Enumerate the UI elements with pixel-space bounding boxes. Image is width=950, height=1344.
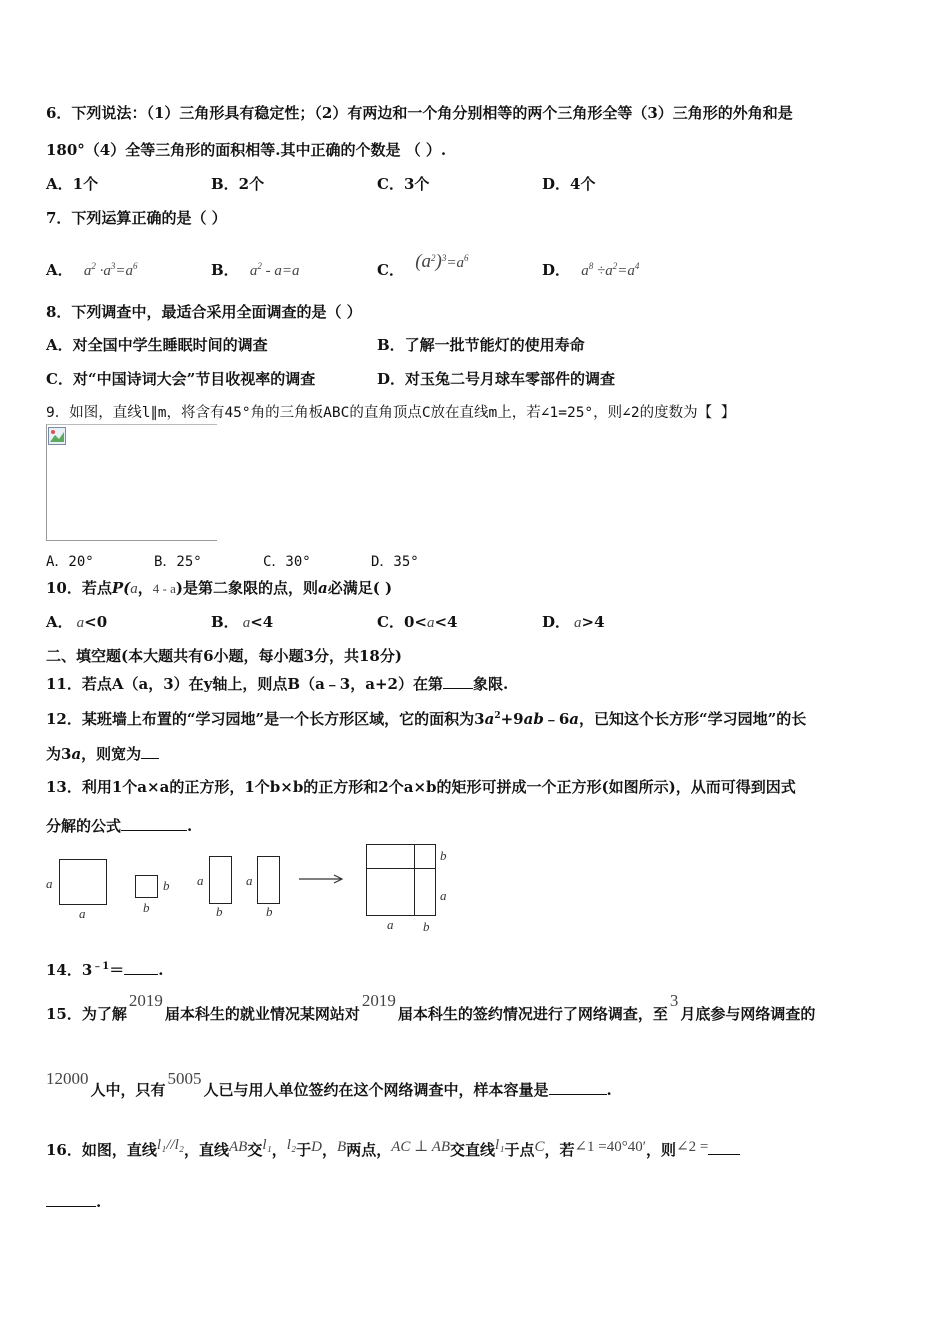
q13-answer-blank	[121, 814, 187, 831]
q7-label-c: C．	[377, 261, 404, 279]
q12-answer-blank	[141, 742, 159, 759]
q16-answer-blank-part2	[46, 1190, 96, 1207]
q13-square-b	[135, 875, 158, 898]
q7-option-b	[211, 256, 300, 281]
q6-option-b: B．2个	[211, 175, 265, 193]
q9-option-c: C．30°	[263, 554, 311, 570]
q6-option-a: A．1个	[46, 175, 99, 193]
q9-option-b: B．25°	[154, 554, 202, 570]
q7-formula-a: $a^2 \cdot a^3=a^6$	[83, 261, 138, 279]
q8-option-d: D．对玉兔二号月球车零部件的调查	[377, 370, 616, 388]
q16-answer-blank-part1	[708, 1138, 740, 1155]
q8-option-a: A．对全国中学生睡眠时间的调查	[46, 336, 268, 354]
q10-option-b: B． a<4	[211, 613, 274, 631]
q16-line1: 16．如图，直线l₁//l₂，直线AB交l₁，l₂于D，B两点，AC ⊥ AB交直线l₁于点C，若∠1 =40°40′，则∠2 =	[46, 1138, 740, 1161]
q15-line1: 15．为了解2019届本科生的就业情况某网站对2019届本科生的签约情况进行了网络调查，至3月底参与网络调查的	[46, 991, 816, 1023]
q13-combined-square	[366, 844, 436, 916]
q6-line2: 180°（4）全等三角形的面积相等.其中正确的个数是 （ ）.	[46, 141, 447, 159]
q6-option-d: D．4个	[542, 175, 596, 193]
q7-label-d: D．	[542, 261, 571, 279]
q7-label-b: B．	[211, 261, 239, 279]
q11-answer-blank	[443, 672, 473, 689]
q7-label-a: A．	[46, 261, 73, 279]
arrow-right-icon	[298, 873, 344, 885]
q7-formula-b: $a^2 - a=a$	[249, 261, 300, 279]
q12-line2: 为3a，则宽为	[46, 742, 159, 764]
q12-line1: 12．某班墙上布置的“学习园地”是一个长方形区域，它的面积为$3a^2+9ab﹣6a$，已知这个长方形“学习园地”的长	[46, 710, 807, 728]
q13-square-a	[59, 859, 107, 905]
q7-option-a	[46, 256, 138, 281]
q10-option-d: D． a>4	[542, 613, 605, 631]
q6-line1: 6．下列说法：（1）三角形具有稳定性；（2）有两边和一个角分别相等的两个三角形全等（3）三角形的外角和是	[46, 104, 793, 122]
q11: 11．若点A（a，3）在y轴上，则点B（a﹣3，a+2）在第 象限.	[46, 672, 508, 694]
q16-line2: .	[46, 1190, 101, 1212]
q15-answer-blank	[549, 1078, 607, 1095]
q10-option-a: A． a<0	[46, 613, 108, 631]
broken-image-icon	[48, 427, 66, 445]
q9-figure-placeholder	[46, 424, 217, 541]
q7-option-c	[377, 251, 469, 281]
q8-stem: 8．下列调查中，最适合采用全面调查的是（ ）	[46, 303, 362, 321]
q10-stem: 10．若点P(a，4 - a)是第二象限的点，则a必满足( )	[46, 579, 393, 597]
q13-rectangle-1	[209, 856, 232, 904]
q10-option-c: C．0<a<4	[377, 613, 458, 631]
q7-stem: 7．下列运算正确的是（ ）	[46, 209, 227, 227]
q14: 14．$3^{﹣1}=$ .	[46, 957, 164, 980]
q8-option-b: B．了解一批节能灯的使用寿命	[377, 336, 585, 354]
q7-formula-d: $a^8 \div a^2=a^4$	[581, 261, 640, 279]
q7-formula-c: $(a^2)^3=a^6$	[415, 251, 469, 272]
section-2-heading: 二、填空题(本大题共有6小题，每小题3分，共18分)	[46, 647, 402, 665]
q9-option-a: A．20°	[46, 554, 94, 570]
q13-line1: 13．利用1个a×a的正方形，1个b×b的正方形和2个a×b的矩形可拼成一个正方形(如图所示)，从而可得到因式	[46, 778, 796, 796]
q7-option-d	[542, 256, 639, 281]
q14-answer-blank	[124, 958, 158, 975]
q13-figure: a a b b a b a b b a a b	[44, 840, 464, 940]
q13-rectangle-2	[257, 856, 280, 904]
q9-stem: 9．如图，直线l∥m，将含有45°角的三角板ABC的直角顶点C放在直线m上，若∠1=25°，则∠2的度数为【 】	[46, 405, 736, 421]
q6-option-c: C．3个	[377, 175, 430, 193]
q8-option-c: C．对“中国诗词大会”节目收视率的调查	[46, 370, 316, 388]
q15-line2: 12000人中，只有5005人已与用人单位签约在这个网络调查中，样本容量是 .	[46, 1069, 612, 1099]
q9-option-d: D．35°	[371, 554, 419, 570]
q13-line2: 分解的公式 .	[46, 814, 192, 836]
